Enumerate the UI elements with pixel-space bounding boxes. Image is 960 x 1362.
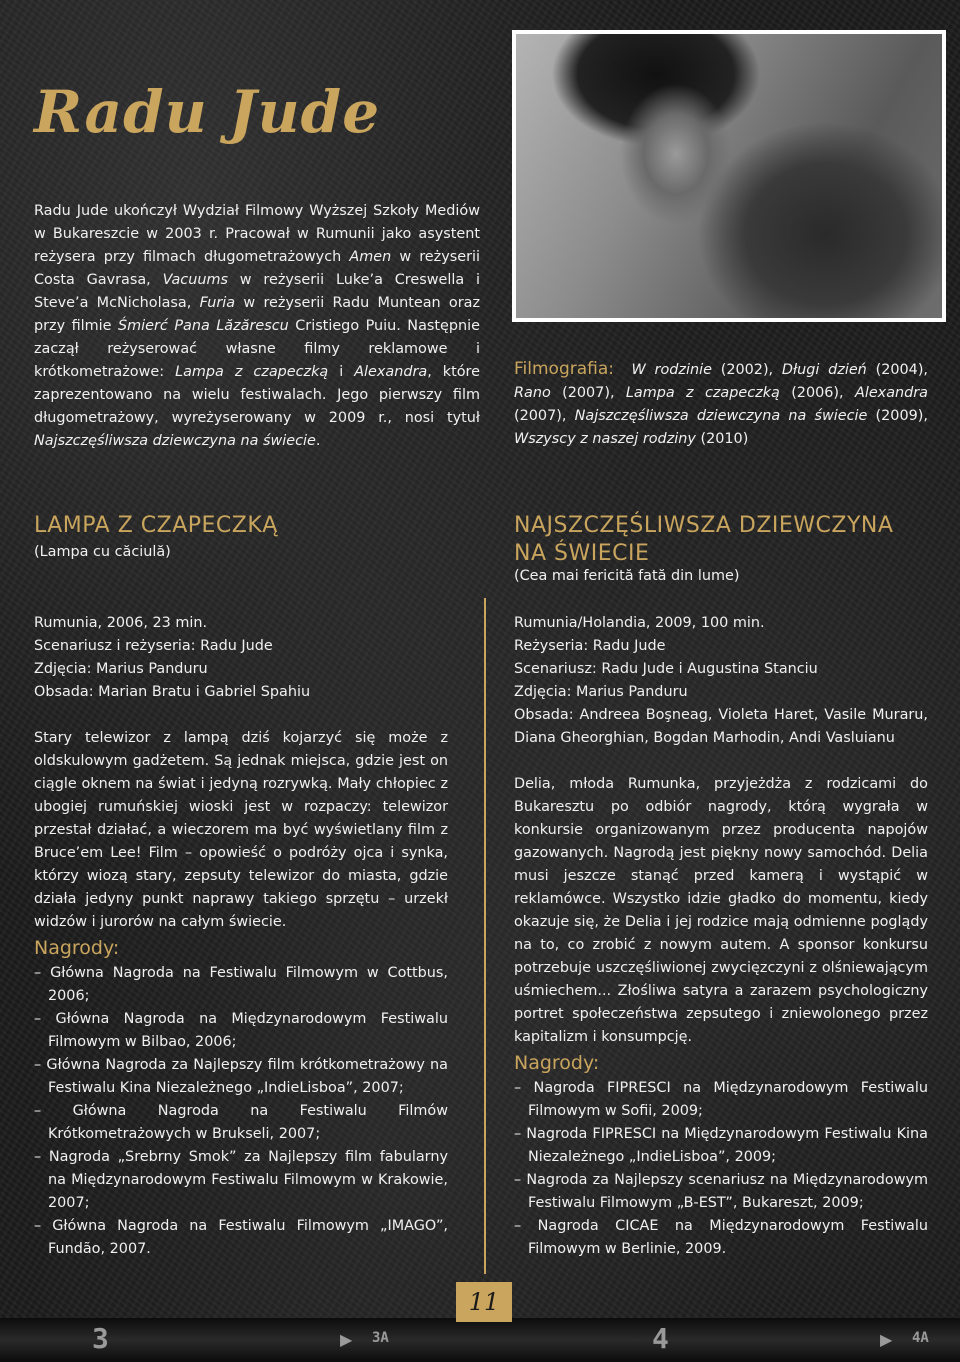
column-divider (484, 598, 486, 1274)
filmstrip-arrow-icon: ▶ (340, 1330, 353, 1349)
film2-credit: Obsada: Andreea Boşneag, Violeta Haret, Vasile Muraru, Diana Gheorghian, Bogdan Marhodin, Andi Vasluianu (514, 707, 928, 746)
film1-award: – Główna Nagroda na Międzynarodowym Festiwalu Filmowym w Bilbao, 2006; (34, 1011, 448, 1050)
film2-awards-label: Nagrody: (514, 1052, 600, 1074)
film1-credit: Scenariusz i reżyseria: Radu Jude (34, 638, 273, 654)
film1-awards-label: Nagrody: (34, 937, 120, 959)
film2-credit: Scenariusz: Radu Jude i Augustina Stanciu (514, 661, 818, 677)
filmstrip-frame-number: 4 (652, 1322, 669, 1355)
filmography: Filmografia: W rodzinie (2002), Długi dzień (2004), Rano (2007), Lampa z czapeczką (2006), Alexandra (2007), Najszczęśliwsza dziewczyna na świecie (2009), Wszyscy z naszej rodziny (2010) (514, 359, 929, 447)
film1-award: – Główna Nagroda za Najlepszy film krótkometrażowy na Festiwalu Kina Niezależnego „IndieLisboa”, 2007; (34, 1057, 448, 1096)
film1-credit: Zdjęcia: Marius Panduru (34, 661, 208, 677)
filmography-label: Filmografia: (514, 359, 614, 379)
film1-details (34, 612, 448, 1261)
filmstrip-arrow-icon: ▶ (880, 1330, 893, 1349)
film2-award: – Nagroda za Najlepszy scenariusz na Międzynarodowym Festiwalu Filmowym „B-EST”, Bukareszt, 2009; (514, 1172, 928, 1211)
film2-title-line1: NAJSZCZĘŚLIWSZA DZIEWCZYNA (514, 513, 894, 538)
portrait-image (516, 34, 942, 318)
director-photo (512, 30, 946, 322)
film1-award: – Główna Nagroda na Festiwalu Filmów Krótkometrażowych w Brukseli, 2007; (34, 1103, 448, 1142)
film2-credit: Zdjęcia: Marius Panduru (514, 684, 688, 700)
film2-synopsis: Delia, młoda Rumunka, przyjeżdża z rodzicami do Bukaresztu po odbiór nagrody, którą wygrała w konkursie organizowanym przez producenta napojów gazowanych. Nagrodą jest piękny nowy samochód. Delia musi jeszcze stanąć przed kamerą i wystąpić w reklamówce. Wszystko idzie gładko do momentu, kiedy okazuje się, że Delia i jej rodzice mają odmienne poglądy na to, co zrobić z nowym autem. A sponsor konkursu potrzebuje uszczęśliwionej zwycięzczyni z olśniewającym uśmiechem... Złośliwa satyra a zarazem psychologiczny portret społeczeństwa zepsutego i zniewolonego przez kapitalizm i konsumpcję. (514, 776, 928, 1045)
film2-credit: Reżyseria: Radu Jude (514, 638, 666, 654)
film2-award: – Nagroda FIPRESCI na Międzynarodowym Festiwalu Kina Niezależnego „IndieLisboa”, 2009; (514, 1126, 928, 1165)
filmstrip-frame-code: 3A (372, 1330, 389, 1346)
film1-original-title: (Lampa cu căciulă) (34, 544, 171, 560)
film1-synopsis: Stary telewizor z lampą dziś kojarzyć się może z oldskulowym gadżetem. Są jednak miejsca, gdzie jest on ciągle oknem na świat i jedyną rozrywką. Mały chłopiec z ubogiej rumuńskiej wioski jest w rozpaczy: telewizor przestał działać, a wieczorem ma być wyświetlany film z Bruce’em Lee! Film – opowieść o podróży ojca i synka, którzy wiozą stary, zepsuty telewizor do miasta, gdzie działa jedyny punkt naprawy takiego sprzętu – urzekł widzów i jurorów na całym świecie. (34, 730, 448, 930)
film1-credit: Obsada: Marian Bratu i Gabriel Spahiu (34, 684, 311, 700)
film2-credit: Rumunia/Holandia, 2009, 100 min. (514, 615, 765, 631)
filmstrip-frame-number: 3 (92, 1322, 109, 1355)
film1-award: – Nagroda „Srebrny Smok” za Najlepszy film fabularny na Międzynarodowym Festiwalu Filmowym w Krakowie, 2007; (34, 1149, 448, 1211)
film2-title-line2: NA ŚWIECIE (514, 541, 650, 566)
filmstrip-frame-code: 4A (912, 1330, 929, 1346)
film1-award: – Główna Nagroda na Festiwalu Filmowym w Cottbus, 2006; (34, 965, 448, 1004)
film2-original-title: (Cea mai fericită fată din lume) (514, 568, 740, 584)
film1-award: – Główna Nagroda na Festiwalu Filmowym „IMAGO”, Fundão, 2007. (34, 1218, 448, 1257)
film2-award: – Nagroda FIPRESCI na Międzynarodowym Festiwalu Filmowym w Sofii, 2009; (514, 1080, 928, 1119)
page-number: 11 (456, 1282, 512, 1322)
film1-title: LAMPA Z CZAPECZKĄ (34, 513, 278, 538)
film2-award: – Nagroda CICAE na Międzynarodowym Festiwalu Filmowym w Berlinie, 2009. (514, 1218, 928, 1257)
page-title: Radu Jude (34, 78, 381, 146)
biography: Radu Jude ukończył Wydział Filmowy Wyższej Szkoły Mediów w Bukareszcie w 2003 r. Pracował w Rumunii jako asystent reżysera przy filmach długometrażowych Amen w reżyserii Costa Gavrasa, Vacuums w reżyserii Luke’a Creswella i Steve’a McNicholasa, Furia w reżyserii Radu Muntean oraz przy filmie Śmierć Pana Lăzărescu Cristiego Puiu. Następnie zaczął reżyserować własne filmy reklamowe i krótkometrażowe: Lampa z czapeczką i Alexandra, które zaprezentowano na wielu festiwalach. Jego pierwszy film długometrażowy, wyreżyserowany w 2009 r., nosi tytuł Najszczęśliwsza dziewczyna na świecie. (34, 203, 480, 449)
film2-details (514, 612, 928, 1261)
filmstrip-border (0, 1318, 960, 1362)
film1-credit: Rumunia, 2006, 23 min. (34, 615, 208, 631)
